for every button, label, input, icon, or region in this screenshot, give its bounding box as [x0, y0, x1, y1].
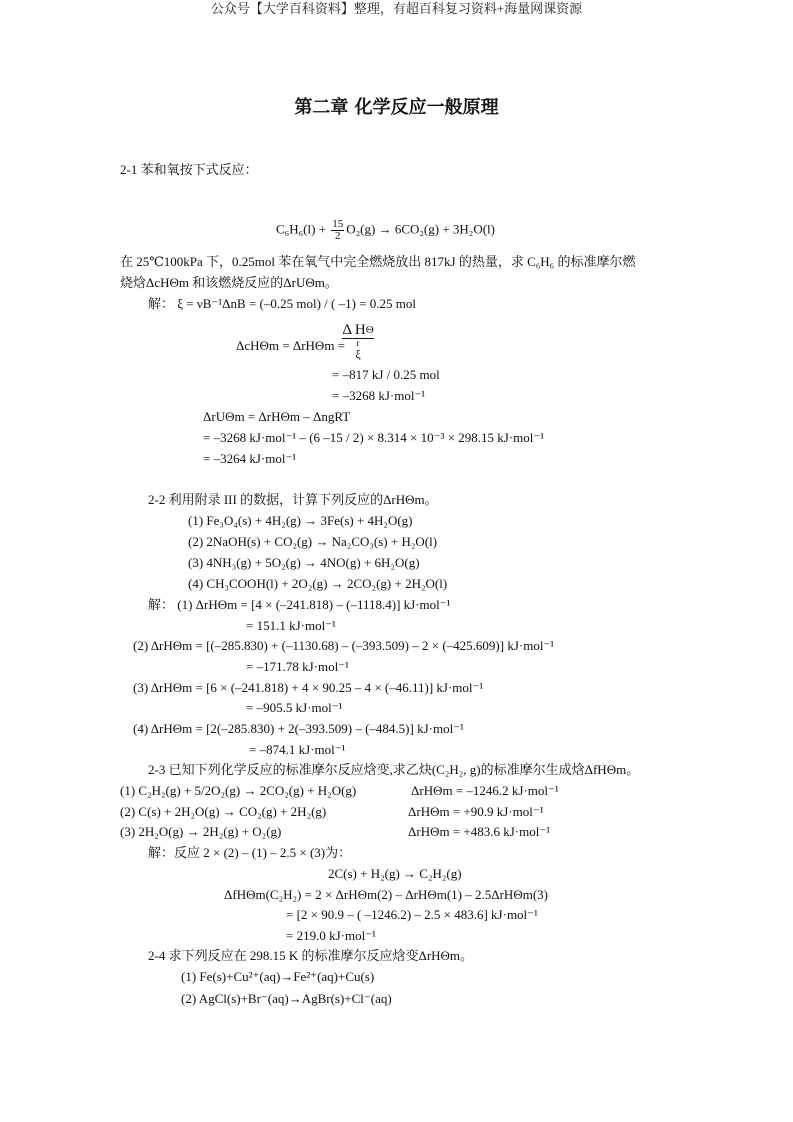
problem-2-1-text-line1: 在 25℃100kPa 下，0.25mol 苯在氧气中完全燃烧放出 817kJ 的热量，求 C₆H₆ 的标准摩尔燃 — [120, 254, 636, 269]
solution-2-1-fraction — [338, 322, 378, 360]
fraction-denominator: 2 — [334, 230, 341, 242]
problem-2-1-heading: 2-1 苯和氧按下式反应： — [120, 162, 258, 177]
problem-2-3-reaction-3: (3) 2H₂O(g) → 2H₂(g) + O₂(g) — [120, 824, 282, 839]
problem-2-3-value-1: ΔrHΘm = –1246.2 kJ·mol⁻¹ — [411, 783, 559, 798]
problem-2-3-value-2: ΔrHΘm = +90.9 kJ·mol⁻¹ — [408, 804, 544, 819]
solution-2-1-step2-left: ΔcHΘm = ΔrHΘm = — [236, 338, 346, 353]
theta-symbol: Θ — [365, 324, 374, 336]
solution-2-2-answer-3: (3) ΔrHΘm = [6 × (–241.818) + 4 × 90.25 – 4 × (–46.11)] kJ·mol⁻¹ — [133, 680, 484, 695]
problem-2-3-reaction-2: (2) C(s) + 2H₂O(g) → CO₂(g) + 2H₂(g) — [120, 804, 327, 819]
problem-2-2-reaction-4: (4) CH₃COOH(l) + 2O₂(g) → 2CO₂(g) + 2H₂O(l) — [188, 576, 448, 591]
solution-2-2-answer-4: (4) ΔrHΘm = [2(–285.830) + 2(–393.509) – (–484.5)] kJ·mol⁻¹ — [133, 721, 464, 736]
solution-2-2-answer-2: (2) ΔrHΘm = [(–285.830) + (–1130.68) – (–393.509) – 2 × (–425.609)] kJ·mol⁻¹ — [133, 638, 555, 653]
fraction-top — [338, 322, 378, 338]
solution-2-3-step4: = [2 × 90.9 – ( –1246.2) – 2.5 × 483.6] kJ·mol⁻¹ — [286, 907, 538, 922]
fraction-15-2 — [331, 219, 344, 242]
solution-2-2-answer-1: 解： (1) ΔrHΘm = [4 × (–241.818) – (–1118.4)] kJ·mol⁻¹ — [148, 597, 451, 612]
problem-2-1-text-line2: 烧焓ΔcHΘm 和该燃烧反应的ΔrUΘm。 — [120, 275, 338, 290]
chapter-title: 第二章 化学反应一般原理 — [294, 97, 499, 118]
solution-2-3-step5: = 219.0 kJ·mol⁻¹ — [286, 928, 376, 943]
equation-left: C₆H₆(l) + — [276, 221, 330, 237]
solution-2-1-step7: = –3264 kJ·mol⁻¹ — [203, 451, 297, 466]
equation-right: O₂(g) → 6CO₂(g) + 3H₂O(l) — [346, 221, 495, 237]
solution-2-1-step3: = –817 kJ / 0.25 mol — [332, 367, 440, 382]
problem-2-2-reaction-3: (3) 4NH₃(g) + 5O₂(g) → 4NO(g) + 6H₂O(g) — [188, 555, 420, 570]
fraction-subscript-r: r — [342, 338, 374, 348]
solution-2-3-step3: ΔfHΘm(C₂H₂) = 2 × ΔrHΘm(2) – ΔrHΘm(1) – 2.5ΔrHΘm(3) — [224, 887, 548, 902]
problem-2-3-value-3: ΔrHΘm = +483.6 kJ·mol⁻¹ — [408, 824, 551, 839]
solution-2-2-result-1: = 151.1 kJ·mol⁻¹ — [246, 618, 336, 633]
problem-2-2-heading: 2-2 利用附录 III 的数据，计算下列反应的ΔrHΘm。 — [148, 492, 438, 507]
problem-2-3-heading: 2-3 已知下列化学反应的标准摩尔反应焓变,求乙炔(C₂H₂, g)的标准摩尔生成焓ΔfHΘm。 — [148, 762, 640, 777]
problem-2-1-equation — [276, 219, 495, 242]
solution-2-2-result-2: = –171.78 kJ·mol⁻¹ — [246, 659, 349, 674]
solution-2-1-step5: ΔrUΘm = ΔrHΘm – ΔngRT — [203, 409, 351, 424]
solution-2-2-result-3: = –905.5 kJ·mol⁻¹ — [246, 700, 343, 715]
problem-2-2-reaction-2: (2) 2NaOH(s) + CO₂(g) → Na₂CO₃(s) + H₂O(l) — [188, 534, 438, 549]
problem-2-4-reaction-2: (2) AgCl(s)+Br⁻(aq)→AgBr(s)+Cl⁻(aq) — [181, 991, 392, 1006]
solution-2-2-result-4: = –874.1 kJ·mol⁻¹ — [249, 742, 346, 757]
fraction-numerator: 15 — [332, 218, 344, 230]
solution-2-1-step6: = –3268 kJ·mol⁻¹ – (6 –15 / 2) × 8.314 × 10⁻³ × 298.15 kJ·mol⁻¹ — [203, 430, 545, 445]
problem-2-4-reaction-1: (1) Fe(s)+Cu²⁺(aq)→Fe²⁺(aq)+Cu(s) — [181, 969, 375, 984]
page-header: 公众号【大学百科资料】整理，有超百科复习资料+海量网课资源 — [210, 1, 583, 16]
problem-2-2-reaction-1: (1) Fe₃O₄(s) + 4H₂(g) → 3Fe(s) + 4H₂O(g) — [188, 513, 413, 528]
delta-h-symbol: Δ H — [342, 322, 366, 338]
problem-2-4-heading: 2-4 求下列反应在 298.15 K 的标准摩尔反应焓变ΔrHΘm。 — [148, 948, 474, 963]
solution-2-1-step1: 解： ξ = νB⁻¹ΔnB = (–0.25 mol) / ( –1) = 0.25 mol — [148, 296, 417, 311]
fraction-bottom-xi: ξ — [355, 347, 361, 361]
solution-2-3-step1: 解：反应 2 × (2) – (1) – 2.5 × (3)为： — [148, 845, 352, 860]
solution-2-3-step2: 2C(s) + H₂(g) → C₂H₂(g) — [328, 866, 462, 881]
problem-2-3-reaction-1: (1) C₂H₂(g) + 5/2O₂(g) → 2CO₂(g) + H₂O(g) — [120, 783, 357, 798]
solution-2-1-step4: = –3268 kJ·mol⁻¹ — [332, 388, 426, 403]
